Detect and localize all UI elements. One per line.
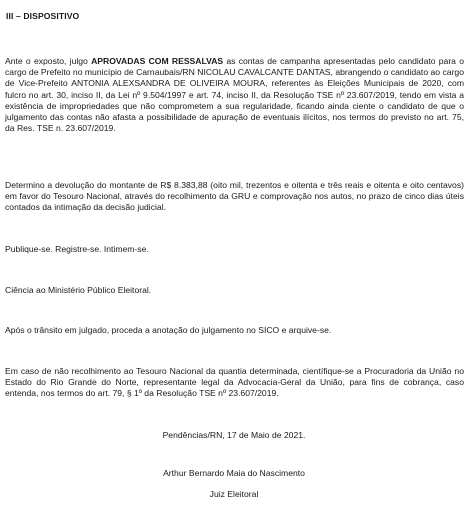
judgment-text-end: as contas de campanha apresentadas pelo candidato para o cargo de Prefeito no município de Carnaubais/RN NICOLAU CAVALCANTE DANTAS, abrangendo o candidato ao cargo de Vice-Prefeito ANTONIA ALEXSANDRA DE OLIVEIRA MOURA, referentes às Eleições Municipais de 2020, com fulcro no art. 30, inciso II, da Lei nº 9.504/1997 e art. 74, inciso II, da Resolução TSE nº 23.607/2019, tendo em vista a existência de impropriedades que não comprometem a sua regularidade, ficando ainda ciente o candidato de que o julgamento das contas não afasta a possibilidade de apuração de eventuais ilícitos, nos termos do previsto no art. 75, da Res. TSE n. 23.607/2019. bbox=[5, 56, 464, 134]
signer-name: Arthur Bernardo Maia do Nascimento bbox=[163, 468, 305, 478]
paragraph-collection: Em caso de não recolhimento ao Tesouro Nacional da quantia determinada, científique-se a Procuradoria da União no Estado do Rio Grande do Norte, representante legal da Advocacia-Geral da União, para fins de cobrança, caso entenda, nos termos do art. 79, § 1º da Resolução TSE nº 23.607/2019. bbox=[5, 366, 464, 399]
judgment-verdict: APROVADAS COM RESSALVAS bbox=[91, 56, 224, 66]
signer-role: Juiz Eleitoral bbox=[209, 489, 259, 499]
place-date: Pendências/RN, 17 de Maio de 2021. bbox=[162, 430, 306, 440]
paragraph-refund: Determino a devolução do montante de R$ 8.383,88 (oito mil, trezentos e oitenta e três reais e oitenta e oito centavos) em favor do Tesouro Nacional, através do recolhimento da GRU e comprovação nos autos, no prazo de cinco dias úteis contados da intimação da decisão judicial. bbox=[5, 180, 464, 213]
paragraph-prosecutor: Ciência ao Ministério Público Eleitoral. bbox=[5, 285, 152, 295]
paragraph-judgment bbox=[5, 56, 464, 134]
section-heading: III – DISPOSITIVO bbox=[6, 11, 80, 21]
paragraph-archive: Após o trânsito em julgado, proceda a anotação do julgamento no SICO e arquive-se. bbox=[5, 325, 332, 335]
paragraph-publish: Publique-se. Registre-se. Intimem-se. bbox=[5, 244, 149, 254]
judgment-text-start: Ante o exposto, julgo bbox=[5, 56, 92, 66]
